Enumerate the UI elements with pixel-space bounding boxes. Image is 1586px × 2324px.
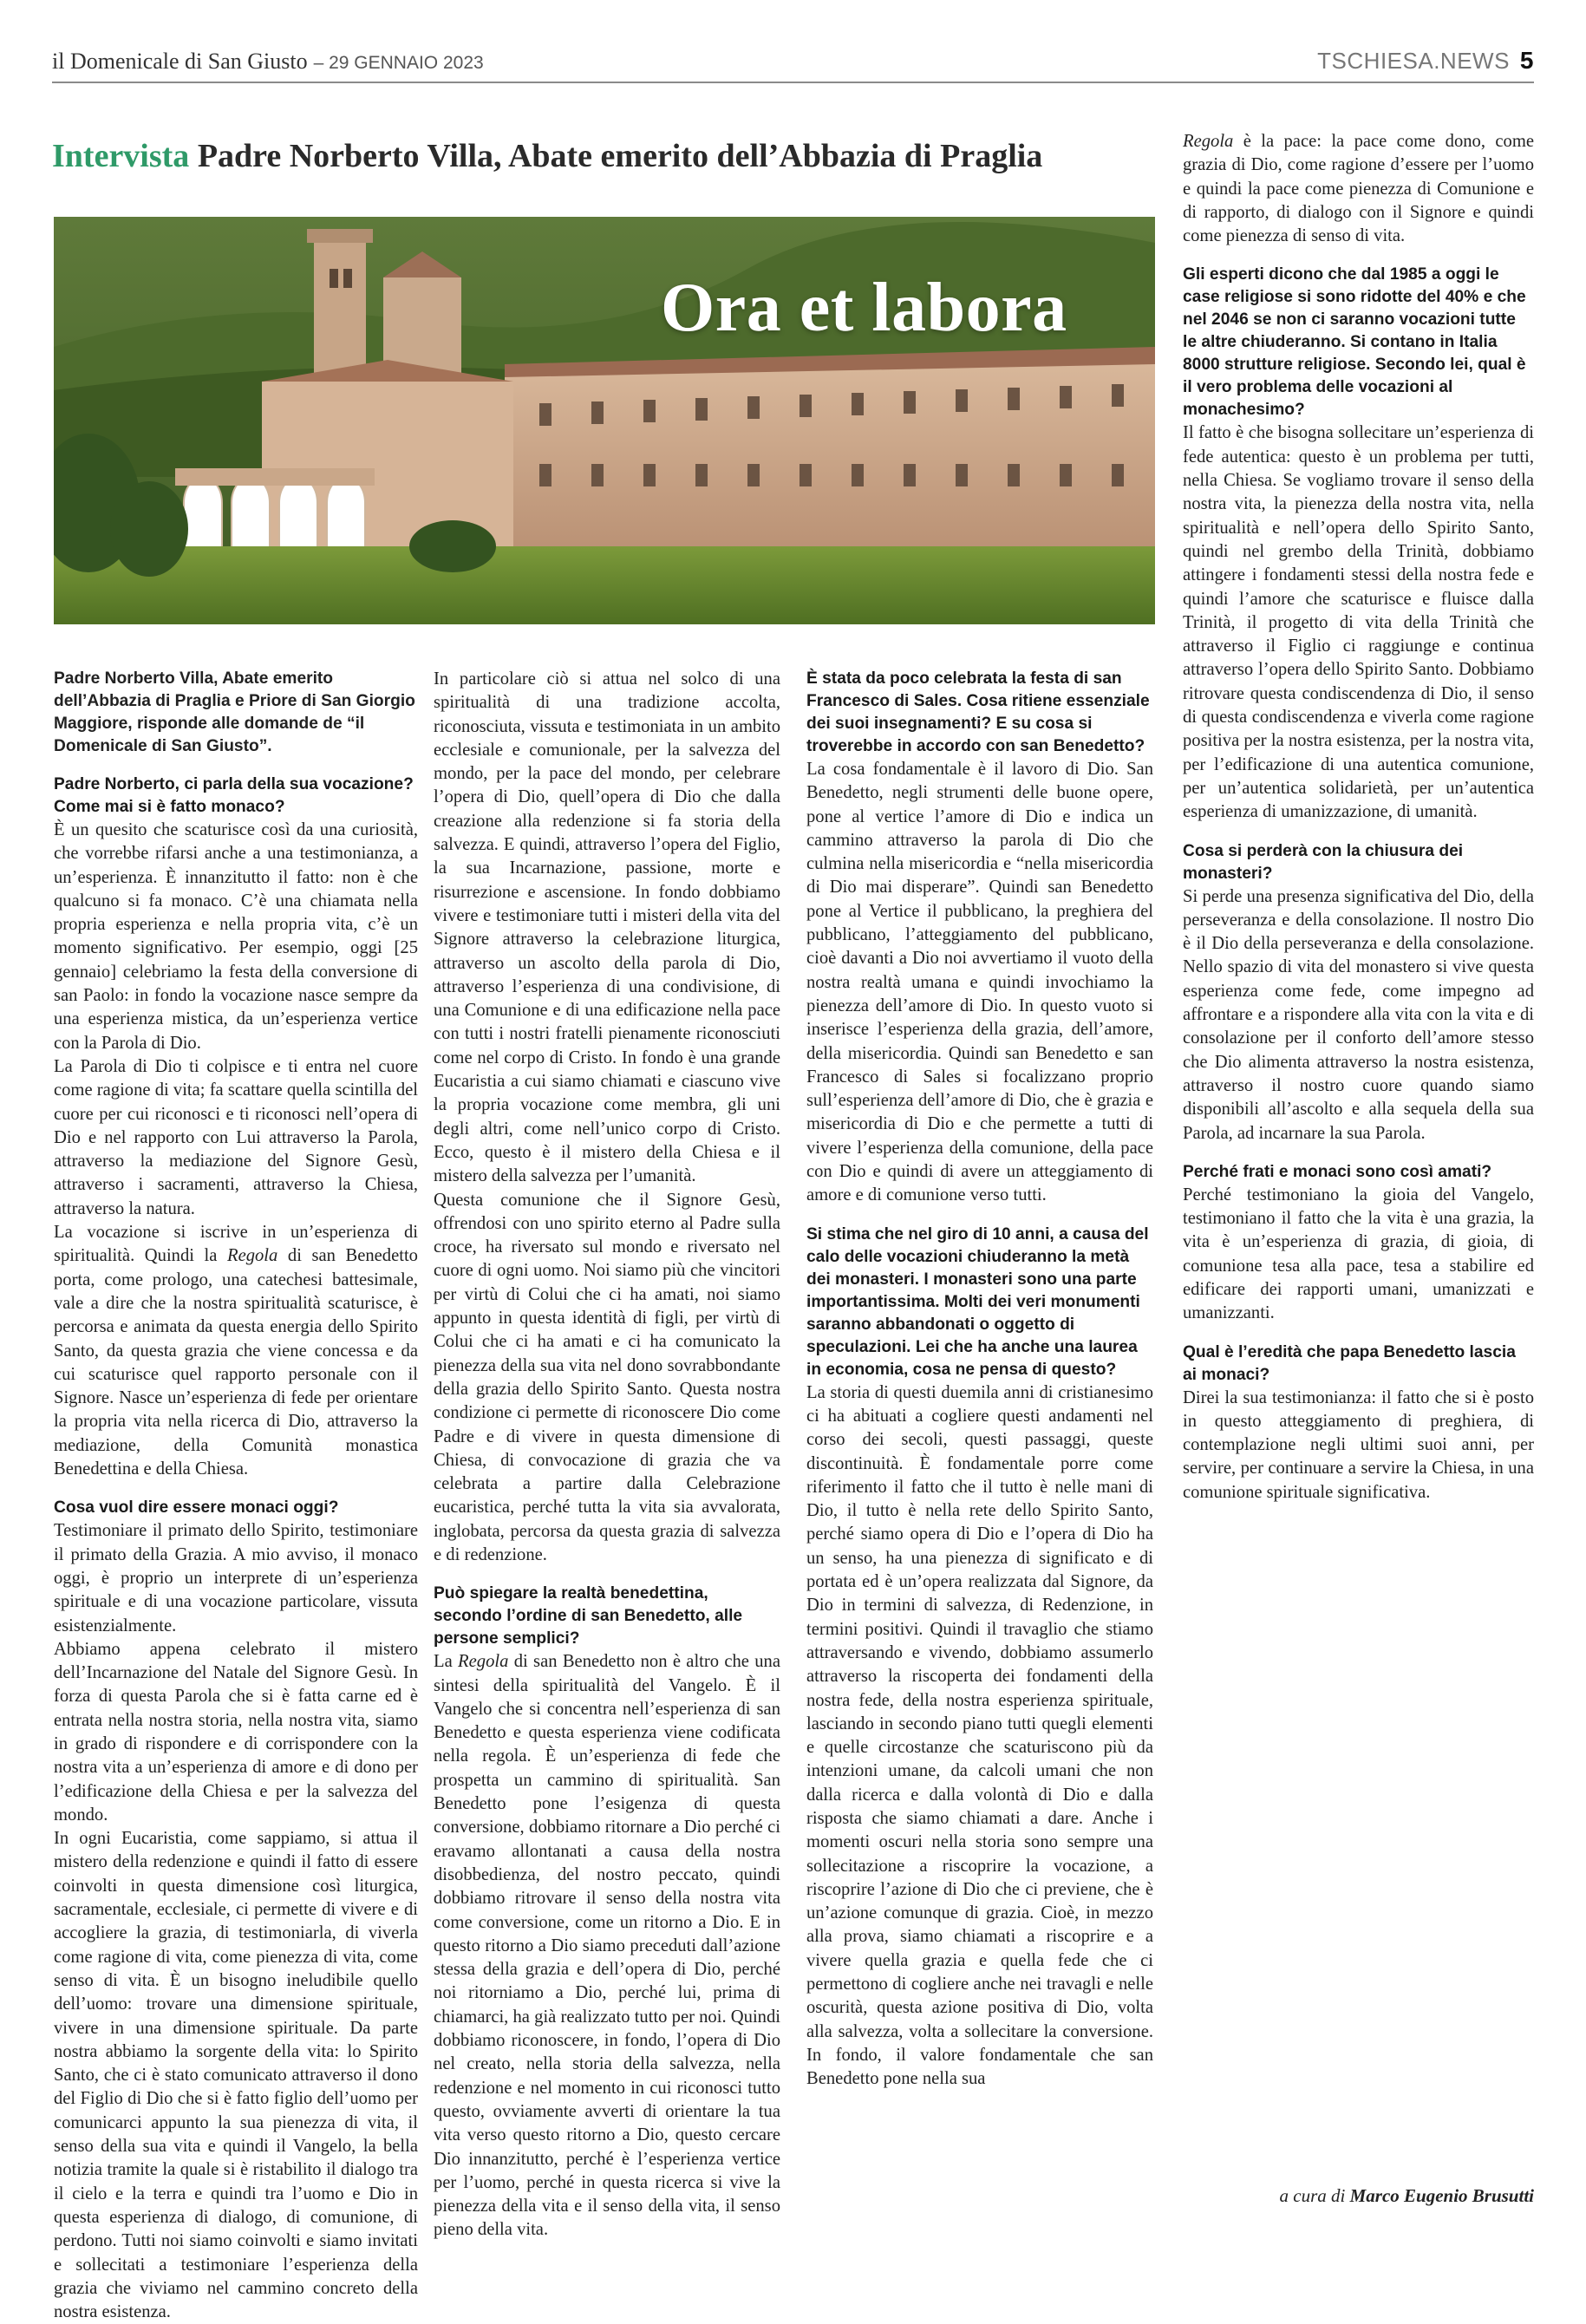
header-right — [1317, 47, 1534, 75]
regola-italic: Regola — [1183, 132, 1234, 151]
answer-paragraph: Questa comunione che il Signore Gesù, offrendosi con uno spirito eterno al Padre sulla croce, ha riversato sul mondo e riversato nel cuore di ogni uomo. Noi siamo più che vincitori per virtù di Colui che ci ha amati, noi siamo appunto in questa identità di figli, per virtù di Colui che ci ha amati e ci ha comunicato la pienezza della sua vita nel dono sovrabbondante della grazia dello Spirito Santo. Questa nostra condizione ci permette di riconoscere Dio come Padre e di vivere in questa dimensione di Chiesa, di convocazione di grazia che va celebrata a partire dalla Celebrazione eucaristica, perché tutta la vita sia avvalorata, inglobata, percorsa da questa grazia di salvezza e di redenzione. — [434, 1190, 780, 1564]
answer-text: La — [434, 1652, 459, 1672]
headline-title: Padre Norberto Villa, Abate emerito dell’Abbazia di Praglia — [197, 138, 1043, 174]
question-2: Cosa vuol dire essere monaci oggi? — [54, 1498, 339, 1518]
answer-paragraph: In particolare ciò si attua nel solco di una spiritualità di una tradizione accolta, riconosciuta, vissuta e testimoniata in un ambito ecclesiale e comunionale, per la salvezza del mondo, per la pace del mondo, per celebrare l’opera di Dio, quell’opera di Dio che dalla creazione alla redenzione si fa storia della salvezza. E quindi, attraverso l’opera del Figlio, la sua Incarnazione, passione, morte e risurrezione e ascensione. In fondo dobbiamo vivere e testimoniare tutti i misteri della vita del Signore attraverso la celebrazione liturgica, attraverso un ascolto della parola di Dio, attraverso l’esperienza di una condivisione, di una Comunione e di una edificazione nella pace con tutti i nostri fratelli pienamente riconosciuti come nel corpo di Cristo. In fondo è una grande Eucaristia a cui siamo chiamati e ciascuno vive la propria vocazione come membra, gli uni degli altri, come nell’unico corpo di Cristo. Ecco, questo è il mistero della Chiesa e il mistero della salvezza per l’umanità. — [434, 669, 780, 1186]
answer-text: La vocazione si iscrive in un’esperienza di spiritualità. Quindi la — [54, 1223, 418, 1266]
question-1: Padre Norberto, ci parla della sua vocazione? Come mai si è fatto monaco? — [54, 775, 414, 816]
answer-paragraph: Il fatto è che bisogna sollecitare un’esperienza di fede autentica: questo è un problema per tutti, nella Chiesa. Se vogliamo trovare il senso della nostra vita, la pienezza della nostra vita, nella spiritualità e nell’opera dello Spirito Santo, quindi nel grembo della Trinità, dobbiamo attingere i fondamenti stessi della nostra fede e quindi l’amore che scaturisce e fluisce dalla Trinità, il progetto di vita della Trinità che attraverso il Figlio ci raggiunge e continua attraverso l’opera dello Spirito Santo. Dobbiamo ritrovare questa condiscendenza di Dio, il senso di questa condiscendenza e viverla come ragione positiva per la nostra esistenza, per la nostra vita, per l’edificazione di una autentica comunione, per un’autentica solidarietà, per un’autentica esperienza di umanizzazione, di umanità. — [1183, 423, 1534, 822]
question-7: Cosa si perderà con la chiusura dei monasteri? — [1183, 841, 1464, 883]
header-left — [52, 49, 484, 75]
site-name: TSCHIESA.NEWS — [1317, 48, 1510, 74]
question-8: Perché frati e monaci sono così amati? — [1183, 1162, 1492, 1181]
article-column-3 — [806, 668, 1153, 2092]
abbey-photo — [54, 217, 1155, 624]
page-number: 5 — [1519, 47, 1534, 74]
article-column-2 — [434, 668, 780, 2242]
photo-title: Ora et labora — [661, 270, 1067, 346]
answer-paragraph: La cosa fondamentale è il lavoro di Dio. San Benedetto, negli strumenti delle buone opere, pone al vertice l’amore di Dio e indica un cammino attraverso la parola di Dio che culmina nella misericordia e “nella misericordia di Dio mai disperare”. Quindi san Benedetto pone al Vertice il pubblicano, la preghiera del pubblicano, l’atteggiamento del pubblicano, cioè davanti a Dio noi avvertiamo il vuoto della nostra realtà umana e quindi invochiamo la pienezza dell’amore di Dio. In questo vuoto si inserisce l’esperienza della grazia, dell’amore, della misericordia. Quindi san Benedetto e san Francesco di Sales si focalizzano proprio sull’esperienza dell’amore di Dio, che è grazia e misericordia di Dio e che permette a tutti di vivere l’esperienza della comunione, della pace con Dio e quindi di avere un atteggiamento di amore e di comunione verso tutti. — [806, 760, 1153, 1205]
regola-italic: Regola — [226, 1246, 278, 1266]
article-column-1 — [54, 668, 418, 2324]
answer-paragraph: Perché testimoniano la gioia del Vangelo, testimoniano il fatto che la vita è una grazia, la vita è un’esperienza di grazia, di gioia, di comunione tesa alla pace, tesa a stabilire ed edificare dei rapporti umani, umanizzati e umanizzanti. — [1183, 1185, 1534, 1323]
headline-kicker: Intervista — [52, 138, 190, 174]
page-header — [52, 42, 1534, 83]
regola-italic: Regola — [458, 1652, 509, 1672]
answer-text: di san Benedetto non è altro che una sintesi della spiritualità del Vangelo. È il Vangelo che si concentra nell’esperienza di san Benedetto e questa esperienza viene codificata nella regola. È un’esperienza di fede che prospetta un cammino di spiritualità. San Benedetto pone l’esigenza di questa conversione, dobbiamo ritornare a Dio perché ci eravamo allontanati a causa della nostra disobbedienza, del nostro peccato, quindi dobbiamo ritrovare il senso della nostra vita come conversione, come un ritorno a Dio. E in questo ritorno a Dio siamo preceduti dall’azione stessa della grazia e dell’opera di Dio, perché noi ritorniamo a Dio, perché lui, prima di chiamarci, ha già realizzato tutto per noi. Quindi dobbiamo riconoscere, in fondo, l’opera di Dio nel creato, nella storia della salvezza, nella redenzione e nel momento in cui riconosci tutto questo, ovviamente avverti di orientare la tua vita verso questo ritorno a Dio, questo cercare Dio innanzitutto, perché è l’esperienza vertice per l’uomo, perché in questa ricerca si vive la pienezza della vita e il senso della vita, il senso pieno della vita. — [434, 1652, 780, 2240]
answer-paragraph: La storia di questi duemila anni di cristianesimo ci ha abituati a cogliere questi andamenti nel corso dei secoli, questi passaggi, queste discontinuità. È fondamentale porre come riferimento il fatto che il tutto è nelle mani di Dio, il tutto è nella rete dello Spirito Santo, perché siamo opera di Dio e l’opera di Dio ha un senso, ha una pienezza di significato e di portata ed è un’opera realizzata dal Signore, da Dio in termini di salvezza, di Redenzione, in termini positivi. Quindi il travaglio che stiamo attraversando e vivendo, dobbiamo assumerlo attraverso la riscoperta dei fondamenti della nostra fede, della nostra esperienza spirituale, lasciando in secondo piano tutti quegli elementi e quelle circostanze che scaturiscono più da intenzioni umane, da calcoli umani che non dalla ricerca e dalla volontà di Dio e dalla risposta che siamo chiamati a dare. Anche i momenti oscuri nella storia sono sempre una sollecitazione a riscoprire la vocazione, a riscoprire l’azione di Dio che ci previene, che è un’azione comunque di grazia. Cioè, in mezzo alla prova, siamo chiamati a riscoprire e a vivere quella grazia e quella fede che ci permettono di cogliere anche nei travagli e nelle oscurità, questa azione positiva di Dio, volta alla salvezza, volta a sollecitare la conversione. In fondo, il valore fondamentale che san Benedetto pone nella sua — [806, 1382, 1153, 2089]
answer-paragraph: Testimoniare il primato dello Spirito, testimoniare il primato della Grazia. A mio avviso, il monaco oggi, è proprio un interprete di un’esperienza spirituale e di una vocazione particolare, vissuta esistenzialmente. — [54, 1521, 418, 1635]
article-column-4 — [1183, 130, 1534, 1505]
answer-text: è la pace: la pace come dono, come grazia di Dio, come ragione d’essere per l’uomo e quindi la pace come pienezza di Comunione e di rapporto, di dialogo con il Signore e quindi come pienezza di senso di vita. — [1183, 132, 1534, 246]
article-signature — [1280, 2185, 1534, 2207]
signature-prefix: a cura di — [1279, 2185, 1350, 2206]
answer-paragraph — [54, 1221, 418, 1481]
newspaper-name: il Domenicale di San Giusto — [52, 49, 308, 74]
answer-paragraph — [1183, 130, 1534, 248]
signature-author: Marco Eugenio Brusutti — [1349, 2185, 1534, 2206]
answer-text: di san Benedetto porta, come prologo, una catechesi battesimale, vale a dire che la nostra spiritualità scaturisce, è percorsa e animata da questa energia dello Spirito Santo, da questa grazia che viene concessa e da cui scaturisce quel rapporto personale con il Signore. Nasce un’esperienza di fede per orientare la propria vita nella ricerca di Dio, attraverso la mediazione, della Comunità monastica Benedettina e della Chiesa. — [54, 1246, 418, 1479]
answer-paragraph: La Parola di Dio ti colpisce e ti entra nel cuore come ragione di vita; fa scattare quella scintilla del cuore per cui riconosci e ti riconosci nell’opera di Dio e nel rapporto con Lui attraverso la Parola, attraverso la mediazione del Signore Gesù, attraverso i sacramenti, attraverso la Chiesa, attraverso la natura. — [54, 1056, 418, 1218]
question-5: Si stima che nel giro di 10 anni, a causa del calo delle vocazioni chiuderanno la metà dei monasteri. I monasteri sono una parte importantissima. Molti dei veri monumenti saranno abbandonati o oggetto di speculazioni. Lei che ha anche una laurea in economia, cosa ne pensa di questo? — [806, 1224, 1149, 1379]
answer-paragraph: In ogni Eucaristia, come sappiamo, si attua il mistero della redenzione e quindi il fatto di essere coinvolti in questa dimensione così liturgica, sacramentale, ecclesiale, ci permette di vivere e di accogliere la grazia, di testimoniarla, di viverla come ragione di vita, come pienezza di vita, come senso di vita. È un bisogno ineludibile quello dell’uomo: trovare una dimensione spirituale, vivere in una dimensione spirituale. Da parte nostra abbiamo la sorgente della vita: lo Spirito Santo, che ci è stato comunicato attraverso il dono del Figlio di Dio che si è fatto figlio dell’uomo per comunicarci appunto la sua pienezza di vita, il senso della sua vita e quindi il Vangelo, la bella notizia tramite la quale si è ristabilito il dialogo tra il cielo e la terra e quindi tra l’uomo e Dio in questa esperienza di dialogo, di comunione, di perdono. Tutti noi siamo coinvolti e siamo invitati e sollecitati a testimoniare l’esperienza della grazia che viviamo nel cammino concreto della nostra esistenza. — [54, 1829, 418, 2322]
article-headline — [52, 135, 1179, 177]
article-lead: Padre Norberto Villa, Abate emerito dell’Abbazia di Praglia e Priore di San Giorgio Maggiore, risponde alle domande de “il Domenicale di San Giusto”. — [54, 669, 415, 755]
question-4: È stata da poco celebrata la festa di san Francesco di Sales. Cosa ritiene essenziale dei suoi insegnamenti? E su cosa si troverebbe in accordo con san Benedetto? — [806, 669, 1150, 755]
answer-paragraph: Abbiamo appena celebrato il mistero dell’Incarnazione del Natale del Signore Gesù. In forza di questa Parola che si è fatta carne ed è entrata nella nostra storia, nella nostra vita, siamo in grado di rispondere e di corrispondere con la nostra vita a un’esperienza di amore e di dono per l’edificazione della Chiesa e per la salvezza del mondo. — [54, 1639, 418, 1825]
answer-paragraph: Si perde una presenza significativa del Dio, della perseveranza e della consolazione. Il nostro Dio è il Dio della perseveranza e della consolazione. Nello spazio di vita del monastero si vive questa esperienza come fede, come impegno ad affrontare e a rispondere alla vita con la vita e di consolazione per il conforto dell’amore stesso che Dio alimenta attraverso la nostra esistenza, attraverso il nostro cuore quando siamo disponibili all’ascolto e alla sequela della sua Parola, ad incarnare la sua Parola. — [1183, 886, 1534, 1143]
issue-date: – 29 GENNAIO 2023 — [313, 53, 484, 73]
answer-paragraph: Direi la sua testimonianza: il fatto che si è posto in questo atteggiamento di preghiera, di contemplazione negli ultimi suoi anni, per servire, per continuare a servire la Chiesa, in una comunione spirituale significativa. — [1183, 1387, 1534, 1502]
question-9: Qual è l’eredità che papa Benedetto lascia ai monaci? — [1183, 1342, 1516, 1384]
answer-paragraph: È un quesito che scaturisce così da una curiosità, che vorrebbe rifarsi anche a una testimonianza, a un’esperienza. È innanzitutto il fatto: non è che qualcuno si fa monaco. C’è una chiamata nella propria esperienza e nella propria vita, c’è un momento significativo. Per esempio, oggi [25 gennaio] celebriamo la festa della conversione di san Paolo: in fondo la vocazione nasce sempre da una esperienza mistica, da un’esperienza vertice con la Parola di Dio. — [54, 820, 418, 1053]
question-3: Può spiegare la realtà benedettina, secondo l’ordine di san Benedetto, alle persone semplici? — [434, 1584, 743, 1648]
question-6: Gli esperti dicono che dal 1985 a oggi le case religiose si sono ridotte del 40% e che nel 2046 se non ci saranno vocazioni tutte le altre chiuderanno. Si contano in Italia 8000 strutture religiose. Secondo lei, qual è il vero problema delle vocazioni al monachesimo? — [1183, 265, 1526, 420]
answer-paragraph — [434, 1650, 780, 2242]
